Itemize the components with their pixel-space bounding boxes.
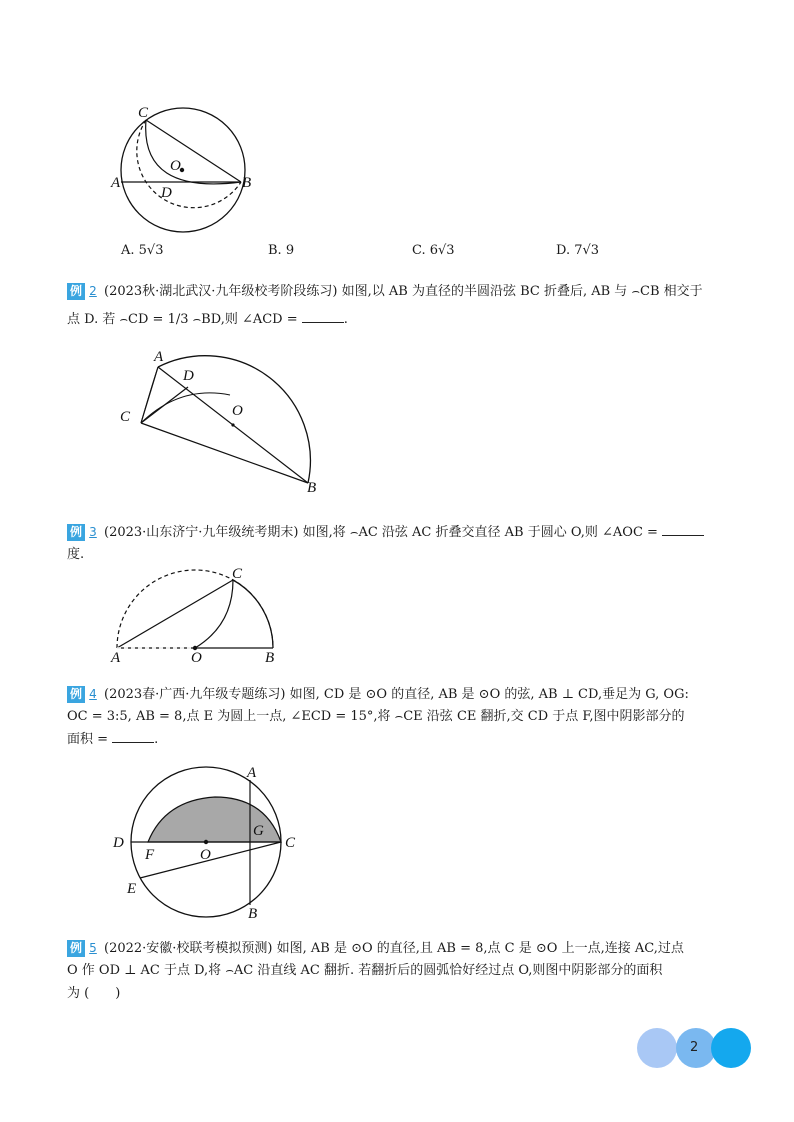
fig4-label-a: A: [247, 765, 257, 781]
example-2-line-1: (2023秋·湖北武汉·九年级校考阶段练习) 如图,以 AB 为直径的半圆沿弦 BC 折叠后, AB 与 ⌢CB 相交于: [104, 284, 703, 299]
fig3-label-b: B: [265, 650, 275, 666]
example-4-line-1: (2023春·广西·九年级专题练习) 如图, CD 是 ⊙O 的直径, AB 是 ⊙O 的弦, AB ⊥ CD,垂足为 G, OG:: [104, 687, 689, 702]
page-dot-left: [637, 1028, 677, 1068]
example-3-number: 3: [89, 525, 97, 539]
example-4-answer-blank[interactable]: [112, 742, 154, 743]
example-3-line-1: [104, 524, 704, 541]
fig4-label-f: F: [145, 847, 155, 863]
page-dot-right: [711, 1028, 751, 1068]
example-4-line-2: OC = 3:5, AB = 8,点 E 为圆上一点, ∠ECD = 15°,将 ⌢CE 沿弦 CE 翻折,交 CD 于点 F,图中阴影部分的: [67, 709, 685, 724]
fig4-label-d: D: [113, 835, 124, 851]
example-4-number: 4: [89, 687, 97, 701]
choice-b[interactable]: B. 9: [268, 243, 295, 258]
example-4-line-3-end: .: [154, 732, 159, 747]
fig2-label-o: O: [232, 403, 243, 419]
fig3-label-o: O: [191, 650, 202, 666]
example-2-line-2-end: .: [343, 312, 348, 327]
fig1-label-b: B: [242, 175, 252, 191]
fig4-label-o: O: [200, 847, 211, 863]
example-5-line-3: 为 ( ): [67, 986, 121, 1001]
figure-2-semicircle: [110, 345, 330, 500]
fig4-label-e: E: [127, 881, 137, 897]
fig1-label-c: C: [138, 105, 149, 121]
fig4-label-g: G: [253, 823, 264, 839]
example-3-line-1-text: (2023·山东济宁·九年级统考期末) 如图,将 ⌢AC 沿弦 AC 折叠交直径 AB 于圆心 O,则 ∠AOC =: [104, 525, 658, 540]
example-4-line-3: [67, 731, 158, 748]
example-2-line-2: [67, 311, 348, 328]
example-3-answer-blank[interactable]: [662, 535, 704, 536]
fig1-label-d: D: [161, 185, 172, 201]
example-5-line-2: O 作 OD ⊥ AC 于点 D,将 ⌢AC 沿直线 AC 翻折. 若翻折后的圆弧恰好经过点 O,则图中阴影部分的面积: [67, 963, 663, 978]
example-2-number: 2: [89, 284, 97, 298]
figure-3-semicircle: [105, 565, 295, 665]
fig1-label-o: O: [170, 158, 181, 174]
example-5-line-1: (2022·安徽·校联考模拟预测) 如图, AB 是 ⊙O 的直径,且 AB = 8,点 C 是 ⊙O 上一点,连接 AC,过点: [104, 941, 684, 956]
page-number: 2: [690, 1040, 699, 1055]
example-3-line-2: 度.: [67, 547, 85, 562]
fig2-label-b: B: [307, 480, 317, 496]
example-3-tag: 例: [67, 524, 85, 541]
example-2-tag: 例: [67, 283, 85, 300]
choice-a[interactable]: A. 5√3: [121, 243, 164, 258]
example-2-answer-blank[interactable]: [302, 322, 344, 323]
fig1-label-a: A: [111, 175, 121, 191]
figure-4-circle: [105, 755, 305, 925]
example-5-tag: 例: [67, 940, 85, 957]
figure-1-circle: [100, 100, 270, 240]
example-4-line-3-text: 面积 =: [67, 732, 109, 747]
fig3-label-c: C: [232, 566, 243, 582]
example-4-tag: 例: [67, 686, 85, 703]
choice-c[interactable]: C. 6√3: [412, 243, 455, 258]
fig4-label-c: C: [285, 835, 296, 851]
fig4-label-b: B: [248, 906, 258, 922]
choice-d[interactable]: D. 7√3: [556, 243, 600, 258]
fig2-label-c: C: [120, 409, 131, 425]
fig2-label-d: D: [183, 368, 194, 384]
example-2-line-2-text: 点 D. 若 ⌢CD = 1/3 ⌢BD,则 ∠ACD =: [67, 312, 298, 327]
fig3-label-a: A: [111, 650, 121, 666]
example-5-number: 5: [89, 941, 97, 955]
fig2-label-a: A: [154, 349, 164, 365]
